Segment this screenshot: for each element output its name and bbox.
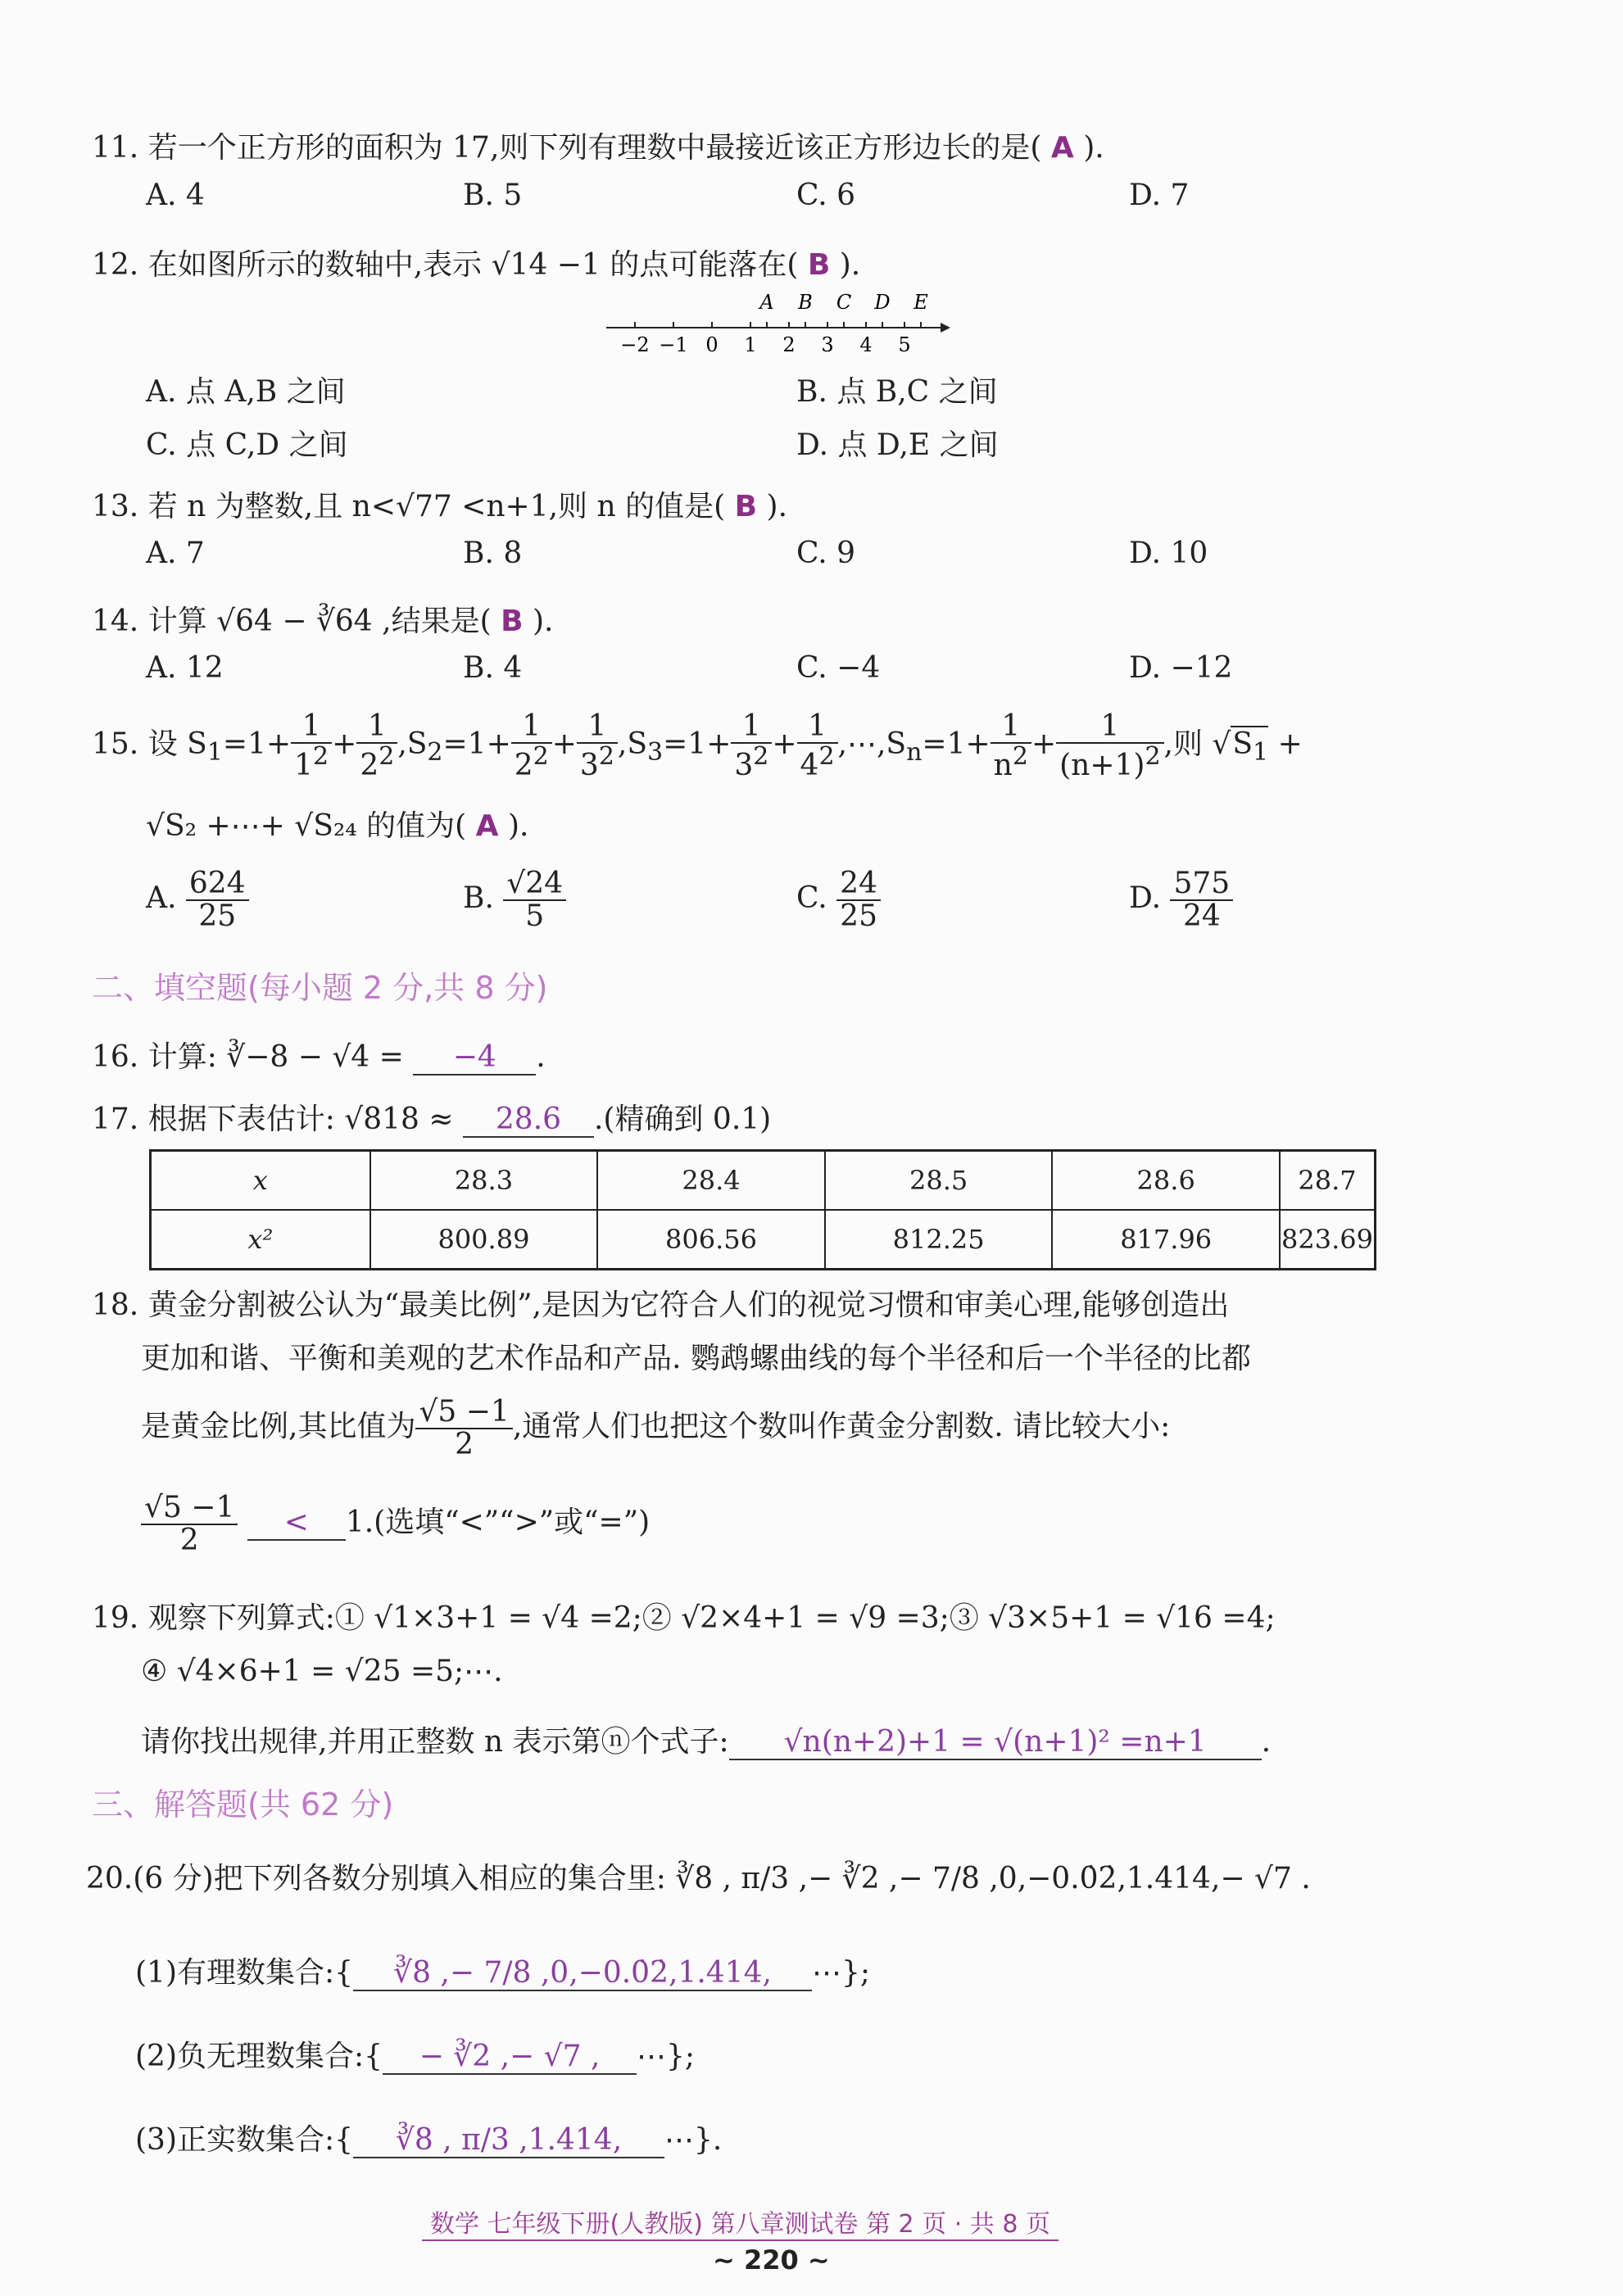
axis-tick-label: −1	[659, 333, 688, 356]
q11-option-d: D. 7	[1129, 179, 1190, 212]
table-cell: 800.89	[370, 1210, 598, 1270]
q13-answer: B	[734, 490, 758, 523]
q12-option-b: B. 点 B,C 之间	[796, 375, 998, 409]
q12-option-c: C. 点 C,D 之间	[146, 428, 348, 462]
q16-answer: −4	[413, 1040, 536, 1076]
table-cell: 817.96	[1052, 1210, 1280, 1270]
axis-tick-label: 2	[782, 333, 796, 356]
axis-tick-label: 1	[744, 333, 757, 356]
q14-option-a: A. 12	[146, 651, 224, 685]
table-cell: 28.6	[1052, 1151, 1280, 1211]
q18-line1: 18. 黄金分割被公认为“最美比例”,是因为它符合人们的视觉习惯和审美心理,能够创造出	[92, 1288, 1230, 1322]
q11-option-b: B. 5	[463, 179, 523, 212]
q15-option-c: C. $\frac{24}{25}$	[796, 868, 881, 932]
axis-tick-label: 0	[705, 333, 719, 356]
axis-point-label: D	[874, 291, 891, 314]
table-cell: 28.4	[597, 1151, 825, 1211]
table-cell: 812.25	[825, 1210, 1053, 1270]
table-row	[151, 1151, 1376, 1211]
q12-option-a: A. 点 A,B 之间	[146, 375, 346, 409]
table-cell: 28.5	[825, 1151, 1053, 1211]
axis-point-label: B	[798, 291, 813, 314]
q13-stem: 13. 若 n 为整数,且 n<√77 <n+1,则 n 的值是( B ).	[92, 490, 788, 523]
q15-formula: 15. 设 $S_1=1+$ $\frac{1}{1^2}$ + $\frac{1}{2^2}$ $,S_2=1+$ $\frac{1}{2^2}$ + $\frac{1}{3^2}$ $,S_3=1+$ $\frac{1}{3^2}$ + $\frac{1}{4^2}$ $,\cdots,S_n=1+$ $\frac{1}{n^2}$ + $\frac{1}{(n+1)^2}$ ,则 $√S_1$ +	[92, 709, 1303, 782]
q19-line1: 19. 观察下列算式:① √1×3+1 = √4 =2;② √2×4+1 = √9 =3;③ √3×5+1 = √16 =4;	[92, 1601, 1276, 1635]
q11-stem: 11. 若一个正方形的面积为 17,则下列有理数中最接近该正方形边长的是( A ).	[92, 131, 1104, 165]
q13-option-d: D. 10	[1129, 537, 1208, 570]
q20-set1-answer: ∛8 ,− 7/8 ,0,−0.0̇2̇,1.414,	[353, 1956, 812, 1991]
table-row	[151, 1210, 1376, 1270]
axis-point-label: A	[759, 291, 774, 314]
q19-line3: 请你找出规律,并用正整数 n 表示第ⓝ个式子: √n(n+2)+1 = √(n+1)² =n+1 .	[141, 1725, 1272, 1759]
table-cell: x	[151, 1151, 370, 1211]
q19-line2: ④ √4×6+1 = √25 =5;⋯.	[141, 1655, 503, 1688]
q13-option-c: C. 9	[796, 537, 856, 570]
table-cell: 28.7	[1280, 1151, 1376, 1211]
axis-tick-label: 3	[821, 333, 834, 356]
q18-line3: 是黄金比例,其比值为 $\frac{√5 -1}{2}$ ,通常人们也把这个数叫作黄金分割数. 请比较大小:	[141, 1395, 1171, 1461]
q13-option-a: A. 7	[146, 537, 205, 570]
table-cell: 28.3	[370, 1151, 598, 1211]
q17-stem: 17. 根据下表估计: √818 ≈ 28.6 .(精确到 0.1)	[92, 1103, 772, 1136]
axis-tick-label: 5	[898, 333, 911, 356]
q15-option-b: B. $\frac{√24}{5}$	[463, 868, 566, 932]
q14-option-d: D. −12	[1129, 651, 1233, 685]
q17-table	[149, 1149, 1376, 1270]
page-number: ~ 220 ~	[713, 2244, 830, 2276]
axis-tick-label: −2	[620, 333, 650, 356]
q11-answer: A	[1050, 131, 1074, 165]
q13-option-b: B. 8	[463, 537, 523, 570]
q14-answer: B	[501, 605, 524, 638]
q15-line2: √S₂ +⋯+ √S₂₄ 的值为( A ).	[146, 809, 529, 843]
q12-answer: B	[807, 248, 831, 282]
q20-stem: 20.(6 分)把下列各数分别填入相应的集合里: ∛8 , π/3 ,− ∛2 ,− 7/8 ,0,−0.0̇2̇,1.414,− √7 .	[86, 1862, 1311, 1895]
q20-set3-answer: ∛8 , π/3 ,1.414,	[353, 2123, 664, 2158]
q15-option-a: A. $\frac{624}{25}$	[146, 868, 249, 932]
q11-option-c: C. 6	[796, 179, 856, 212]
number-line	[598, 291, 950, 356]
q18-answer: <	[247, 1506, 346, 1541]
axis-point-label: C	[836, 291, 852, 314]
q19-answer: √n(n+2)+1 = √(n+1)² =n+1	[729, 1725, 1262, 1760]
table-cell: x²	[151, 1210, 370, 1270]
q14-option-b: B. 4	[463, 651, 523, 685]
q12-stem: 12. 在如图所示的数轴中,表示 √14 −1 的点可能落在( B ).	[92, 248, 861, 282]
q20-set3: (3)正实数集合:{ ∛8 , π/3 ,1.414, ⋯}.	[135, 2123, 723, 2157]
section-title-fill-in: 二、填空题(每小题 2 分,共 8 分)	[92, 970, 548, 1006]
q16-stem: 16. 计算: ∛−8 − √4 = −4 .	[92, 1040, 546, 1074]
q14-option-c: C. −4	[796, 651, 881, 685]
footer-text: 数学 七年级下册(人教版) 第八章测试卷 第 2 页 · 共 8 页	[422, 2203, 1059, 2241]
table-cell: 806.56	[597, 1210, 825, 1270]
table-cell: 823.69	[1280, 1210, 1376, 1270]
q12-option-d: D. 点 D,E 之间	[796, 428, 999, 462]
axis-tick-label: 4	[859, 333, 873, 356]
q14-stem: 14. 计算 √64 − ∛64 ,结果是( B ).	[92, 605, 554, 638]
q11-option-a: A. 4	[146, 179, 205, 212]
q20-set1: (1)有理数集合:{ ∛8 ,− 7/8 ,0,−0.0̇2̇,1.414, ⋯};	[135, 1956, 871, 1990]
axis-point-label: E	[914, 291, 928, 314]
section-title-solutions: 三、解答题(共 62 分)	[92, 1787, 394, 1823]
q18-line2: 更加和谐、平衡和美观的艺术作品和产品. 鹦鹉螺曲线的每个半径和后一个半径的比都	[141, 1342, 1251, 1375]
q20-set2: (2)负无理数集合:{ − ∛2 ,− √7 , ⋯};	[135, 2040, 696, 2073]
q15-answer: A	[475, 809, 499, 843]
q18-line4: $\frac{√5 -1}{2}$ < 1.(选填“<”“>”或“=”)	[141, 1492, 650, 1556]
q17-answer: 28.6	[463, 1103, 594, 1138]
q12-expr: √14 −1	[491, 248, 601, 282]
q20-set2-answer: − ∛2 ,− √7 ,	[383, 2040, 637, 2075]
q15-option-d: D. $\frac{575}{24}$	[1129, 868, 1233, 932]
